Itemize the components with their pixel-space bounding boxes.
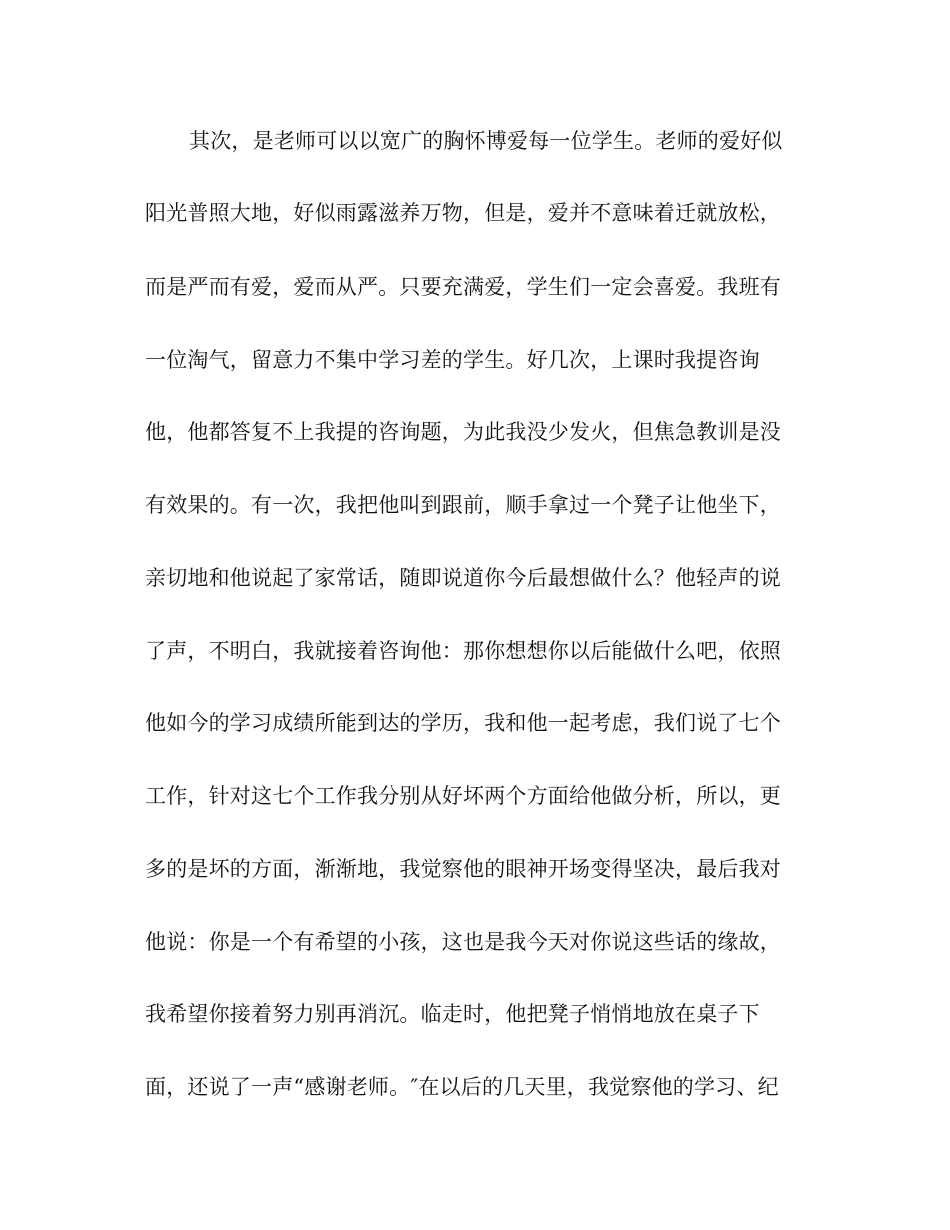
paragraph-line-13: 我希望你接着努力别再消沉。临走时，他把凳子悄悄地放在桌子下 — [145, 1002, 760, 1026]
paragraph-line-12: 他说：你是一个有希望的小孩，这也是我今天对你说这些话的缘故， — [145, 930, 781, 954]
paragraph-line-2: 阳光普照大地，好似雨露滋养万物，但是，爱并不意味着迁就放松， — [145, 201, 781, 225]
paragraph-line-11: 多的是坏的方面，渐渐地，我觉察他的眼神开场变得坚决，最后我对 — [145, 857, 781, 881]
paragraph-line-4: 一位淘气，留意力不集中学习差的学生。好几次，上课时我提咨询 — [145, 348, 760, 372]
paragraph-line-14: 面，还说了一声“感谢老师。″在以后的几天里，我觉察他的学习、纪 — [145, 1075, 779, 1099]
paragraph-line-6: 有效果的。有一次，我把他叫到跟前，顺手拿过一个凳子让他坐下， — [145, 493, 781, 517]
paragraph-line-10: 工作，针对这七个工作我分别从好坏两个方面给他做分析，所以，更 — [145, 784, 781, 808]
paragraph-line-9: 他如今的学习成绩所能到达的学历，我和他一起考虑，我们说了七个 — [145, 711, 781, 735]
paragraph-line-7: 亲切地和他说起了家常话，随即说道你今后最想做什么？他轻声的说 — [145, 566, 781, 590]
paragraph-line-3: 而是严而有爱，爱而从严。只要充满爱，学生们一定会喜爱。我班有 — [145, 275, 781, 299]
paragraph-line-1: 其次，是老师可以以宽广的胸怀博爱每一位学生。老师的爱好似 — [189, 129, 783, 153]
paragraph-line-5: 他，他都答复不上我提的咨询题，为此我没少发火，但焦急教训是没 — [145, 420, 781, 444]
paragraph-line-8: 了声，不明白，我就接着咨询他：那你想想你以后能做什么吧，依照 — [145, 639, 781, 663]
